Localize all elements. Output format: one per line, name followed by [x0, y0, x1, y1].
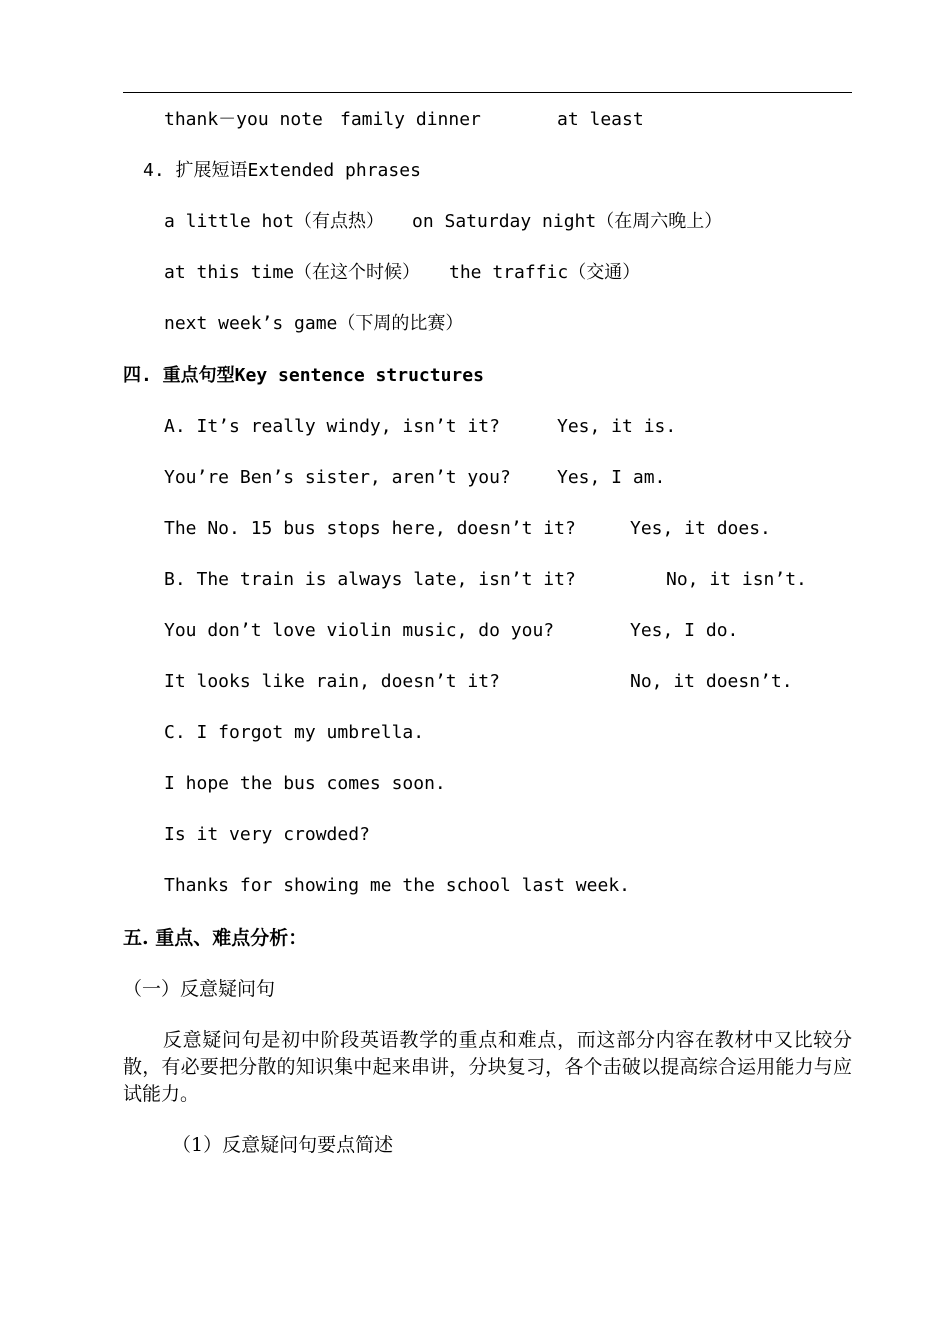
- tag-question-points-subheading: （1）反意疑问句要点简述: [172, 1134, 394, 1156]
- extended-phrase: at this time（在这个时候）: [164, 262, 421, 283]
- phrase-thank-you-note: thank－you note: [164, 109, 323, 130]
- question-sentence: A. It’s really windy, isn’t it?: [164, 416, 500, 437]
- extended-phrase: the traffic（交通）: [449, 262, 641, 283]
- phrase-family-dinner: family dinner: [340, 109, 481, 130]
- header-rule: [123, 92, 852, 93]
- question-sentence: It looks like rain, doesn’t it?: [164, 671, 500, 692]
- example-sentence: Thanks for showing me the school last week.: [164, 875, 630, 896]
- answer-sentence: No, it doesn’t.: [630, 671, 793, 692]
- tag-question-paragraph: 反意疑问句是初中阶段英语教学的重点和难点，而这部分内容在教材中又比较分散，有必要把分散的知识集中起来串讲，分块复习，各个击破以提高综合运用能力与应试能力。: [123, 1029, 852, 1105]
- extended-phrases-heading: 4. 扩展短语Extended phrases: [143, 160, 421, 181]
- answer-sentence: Yes, I am.: [557, 467, 666, 488]
- answer-sentence: Yes, it is.: [557, 416, 677, 437]
- extended-phrase: a little hot（有点热）: [164, 211, 385, 232]
- example-sentence: C. I forgot my umbrella.: [164, 722, 425, 743]
- question-sentence: You’re Ben’s sister, aren’t you?: [164, 467, 511, 488]
- phrase-at-least: at least: [557, 109, 644, 130]
- extended-phrase: on Saturday night（在周六晚上）: [412, 211, 723, 232]
- analysis-heading: 五. 重点、难点分析：: [123, 927, 308, 949]
- answer-sentence: Yes, I do.: [630, 620, 739, 641]
- answer-sentence: No, it isn’t.: [666, 569, 807, 590]
- answer-sentence: Yes, it does.: [630, 518, 771, 539]
- tag-question-subheading: （一）反意疑问句: [123, 978, 276, 1000]
- question-sentence: You don’t love violin music, do you?: [164, 620, 555, 641]
- question-sentence: B. The train is always late, isn’t it?: [164, 569, 576, 590]
- extended-phrase: next week’s game（下周的比赛）: [164, 313, 464, 334]
- question-sentence: The No. 15 bus stops here, doesn’t it?: [164, 518, 576, 539]
- example-sentence: Is it very crowded?: [164, 824, 370, 845]
- key-sentences-heading: 四. 重点句型Key sentence structures: [123, 365, 484, 386]
- example-sentence: I hope the bus comes soon.: [164, 773, 446, 794]
